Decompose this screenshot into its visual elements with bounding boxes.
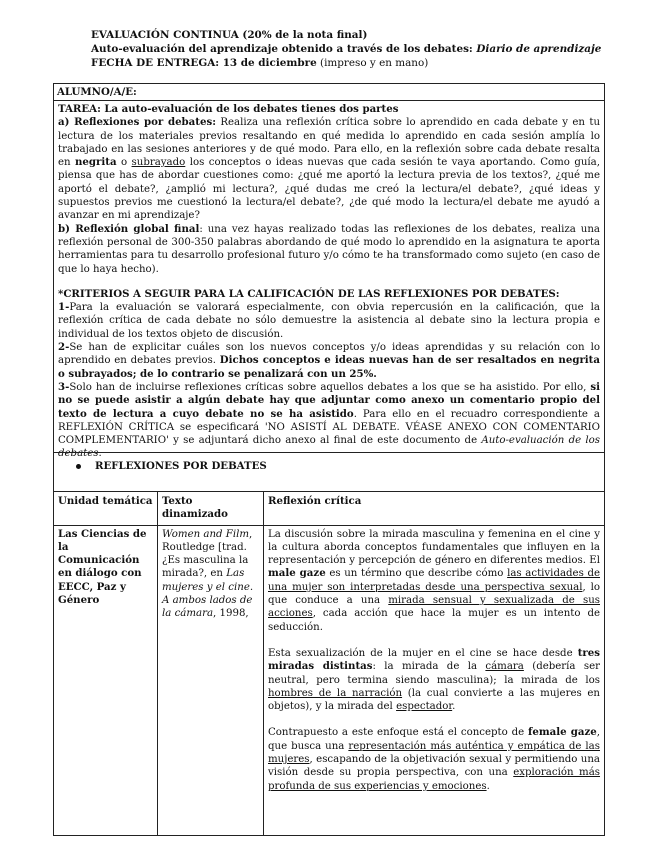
criterion-1: 1-Para la evaluación se valorará especialmente, con obvia repercusión en la calificación, que la reflexión crítica de cada debate no sólo demuestre la asistencia al debate sino la lectura propia e individual de los textos objeto de discusión. [58,301,600,340]
header-due-date: FECHA DE ENTREGA: 13 de diciembre (impreso y en mano) [91,57,429,69]
table-row [54,525,605,835]
col-header-texto: Texto dinamizado [158,492,264,526]
header-title: EVALUACIÓN CONTINUA (20% de la nota final) [91,29,368,41]
criteria-title: *CRITERIOS A SEGUIR PARA LA CALIFICACIÓN DE LAS REFLEXIONES POR DEBATES: [58,287,560,300]
col-header-unidad: Unidad temática [54,492,158,526]
reflections-heading: REFLEXIONES POR DEBATES [53,452,605,492]
task-instructions [53,100,605,460]
cell-unidad: Las Ciencias de la Comunicación en diálogo con EECC, Paz y Género [54,525,158,835]
task-part-b: b) Reflexión global final: una vez hayas realizado todas las reflexiones de los debates, realiza una reflexión personal de 300-350 palabras abordando de qué modo lo aprendido en la asignatura te aporta herramientas para tu desarrollo profesional futuro y/o cómo te ha transformado como sujeto (en caso de que lo haya hecho). [58,222,600,275]
bullet-icon [76,464,81,469]
task-title: TAREA: La auto-evaluación de los debates tienes dos partes [58,103,399,115]
table-header-row [54,492,605,526]
cell-reflexion[interactable] [264,525,605,835]
header-subtitle: Auto-evaluación del aprendizaje obtenido a través de los debates: Diario de aprendizaje [91,43,602,55]
criterion-3: 3-Solo han de incluirse reflexiones críticas sobre aquellos debates a los que se ha asistido. Por ello, si no se puede asistir a algún debate hay que adjuntar como anexo un comentario propio del texto de lectura a cuyo debate no se ha asistido. Para ello en el recuadro correspondiente a REFLEXIÓN CRÍTICA se especificará 'NO ASISTÍ AL DEBATE. VÉASE ANEXO CON COMENTARIO COMPLEMENTARIO' y se adjuntará dicho anexo al final de este documento de Auto-evaluación de los debates. [58,380,600,460]
col-header-reflexion: Reflexión crítica [264,492,605,526]
reflection-paragraph-3: Contrapuesto a este enfoque está el concepto de female gaze, que busca una representación más auténtica y empática de las mujeres, escapando de la objetivación sexual y permitiendo una visión desde su propia perspectiva, con una exploración más profunda de sus experiencias y emociones. [268,726,601,792]
criterion-2: 2-Se han de explicitar cuáles son los nuevos conceptos y/o ideas aprendidas y su relación con lo aprendido en debates previos. Dichos conceptos e ideas nuevas han de ser resaltados en negrita o subrayados; de lo contrario se penalizará con un 25%. [58,341,600,380]
reflections-table [53,491,605,836]
document-header [91,28,601,70]
student-name-field[interactable]: ALUMNO/A/E: [53,83,605,101]
reflection-paragraph-1: La discusión sobre la mirada masculina y femenina en el cine y la cultura aborda conceptos fundamentales que influyen en la representación y percepción de género en diferentes medios. El male gaze es un término que describe cómo las actividades de una mujer son interpretadas desde una perspectiva sexual, lo que conduce a una mirada sensual y sexualizada de sus acciones, cada acción que hace la mujer es un intento de seducción. [268,528,601,633]
reflection-paragraph-2: Esta sexualización de la mujer en el cine se hace desde tres miradas distintas: la mirada de la cámara (debería ser neutral, pero termina siendo masculina); la mirada de los hombres de la narración (la cual convierte a las mujeres en objetos), y la mirada del espectador. [268,646,600,713]
task-part-a: a) Reflexiones por debates: Realiza una reflexión crítica sobre lo aprendido en cada debate y en tu lectura de los materiales previos resaltando en qué medida lo aprendido en cada sesión amplía lo trabajado en las sesiones anteriores y de qué modo. Para ello, en la reflexión sobre cada debate resalta en negrita o subrayado los conceptos o ideas nuevas que cada sesión te vaya aportando. Como guía, piensa que has de abordar cuestiones como: ¿qué me aportó la lectura previa de los textos?, ¿qué me aportó el debate?, ¿amplió mi lectura?, ¿qué dudas me creó la lectura/el debate?, ¿qué ideas y supuestos previos me cuestionó la lectura/el debate?, ¿de qué modo la lectura/el debate me ayudó a avanzar en mi aprendizaje? [58,116,601,222]
cell-texto: Women and Film, Routledge [trad. ¿Es masculina la mirada?, en Las mujeres y el cine. A ambos lados de la cámara, 1998, [158,525,264,835]
